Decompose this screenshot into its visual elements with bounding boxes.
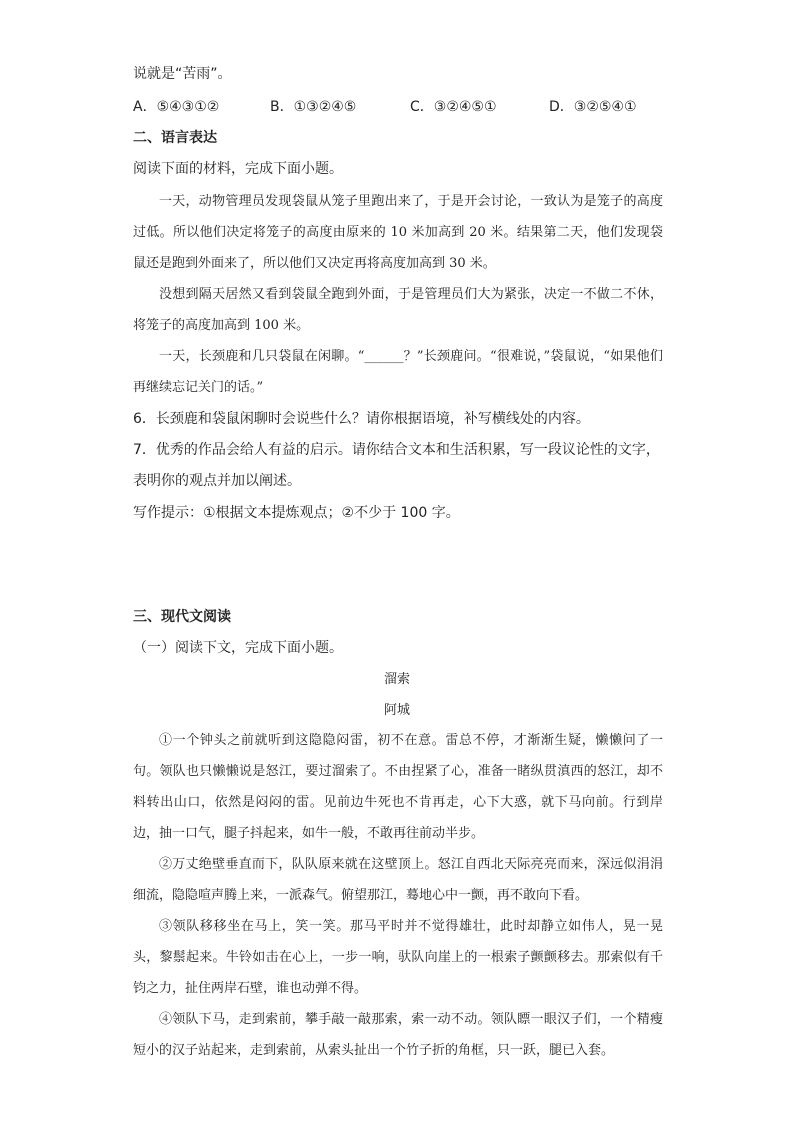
passage-paragraph: 没想到隔天居然又看到袋鼠全跑到外面，于是管理员们大为紧张，决定一不做二不休，将笼子的高度加高到 100 米。	[133, 287, 663, 333]
question-7: 7．优秀的作品会给人有益的启示。请你结合文本和生活积累，写一段议论性的文字，	[133, 442, 660, 458]
question-7-continued: 表明你的观点并加以阐述。	[133, 473, 301, 489]
passage-paragraph: 一天，长颈鹿和几只袋鼠在闲聊。“______？”长颈鹿问。“很难说，”袋鼠说，“如果他们再继续忘记关门的话。”	[133, 349, 663, 395]
writing-tips: 写作提示：①根据文本提炼观点；②不少于 100 字。	[133, 505, 460, 521]
option-b: B．①③②④⑤	[270, 99, 357, 115]
article-author: 阿城	[383, 703, 410, 718]
article-paragraph: ④领队下马，走到索前，攀手敲一敲那索，索一动不动。领队瞟一眼汉子们，一个精瘦短小的汉子站起来，走到索前，从索头扯出一个竹子折的角框，只一跃，腿已入套。	[133, 1012, 663, 1058]
article-paragraph: ②万丈绝壁垂直而下，队队原来就在这壁顶上。怒江自西北天际亮亮而来，深远似涓涓细流，隐隐喧声腾上来，一派森气。俯望那江，蓦地心中一颤，再不敢向下看。	[133, 857, 663, 903]
section-heading-reading: 三、现代文阅读	[133, 609, 231, 625]
option-c: C．③②④⑤①	[410, 99, 497, 115]
option-d: D．③②⑤④①	[549, 99, 637, 115]
section-instruction: 阅读下面的材料，完成下面小题。	[133, 161, 343, 177]
article-paragraph: ①一个钟头之前就听到这隐隐闷雷，初不在意。雷总不停，才渐渐生疑，懒懒问了一句。领队也只懒懒说是怒江，要过溜索了。不由捏紧了心，准备一睹纵贯滇西的怒江，却不料转出山口，依然是闷闷的雷。见前边牛死也不肯再走，心下大惑，就下马向前。行到岸边，抽一口气，腿子抖起来，如牛一般，不敢再往前动半步。	[133, 733, 663, 841]
passage-paragraph: 一天，动物管理员发现袋鼠从笼子里跑出来了，于是开会讨论，一致认为是笼子的高度过低。所以他们决定将笼子的高度由原来的 10 米加高到 20 米。结果第二天，他们发现袋鼠还是跑到外面来了，所以他们又决定再将高度加高到 30 米。	[133, 194, 663, 271]
article-title: 溜索	[383, 672, 410, 687]
reading-instruction: （一）阅读下文，完成下面小题。	[133, 640, 343, 656]
article-paragraph: ③领队移移坐在马上，笑一笑。那马平时并不觉得雄壮，此时却静立如伟人，晃一晃头，黎鬃起来。牛铃如击在心上，一步一响，驮队向崖上的一根索子颤颤移去。那索似有千钧之力，扯住两岸石壁，谁也动弹不得。	[133, 919, 663, 996]
question-6: 6．长颈鹿和袋鼠闲聊时会说些什么？请你根据语境，补写横线处的内容。	[133, 411, 590, 427]
section-heading-language: 二、语言表达	[133, 130, 217, 146]
option-a: A．⑤④③①②	[133, 99, 220, 115]
question-tail-text: 说就是“苦雨”。	[133, 66, 232, 82]
